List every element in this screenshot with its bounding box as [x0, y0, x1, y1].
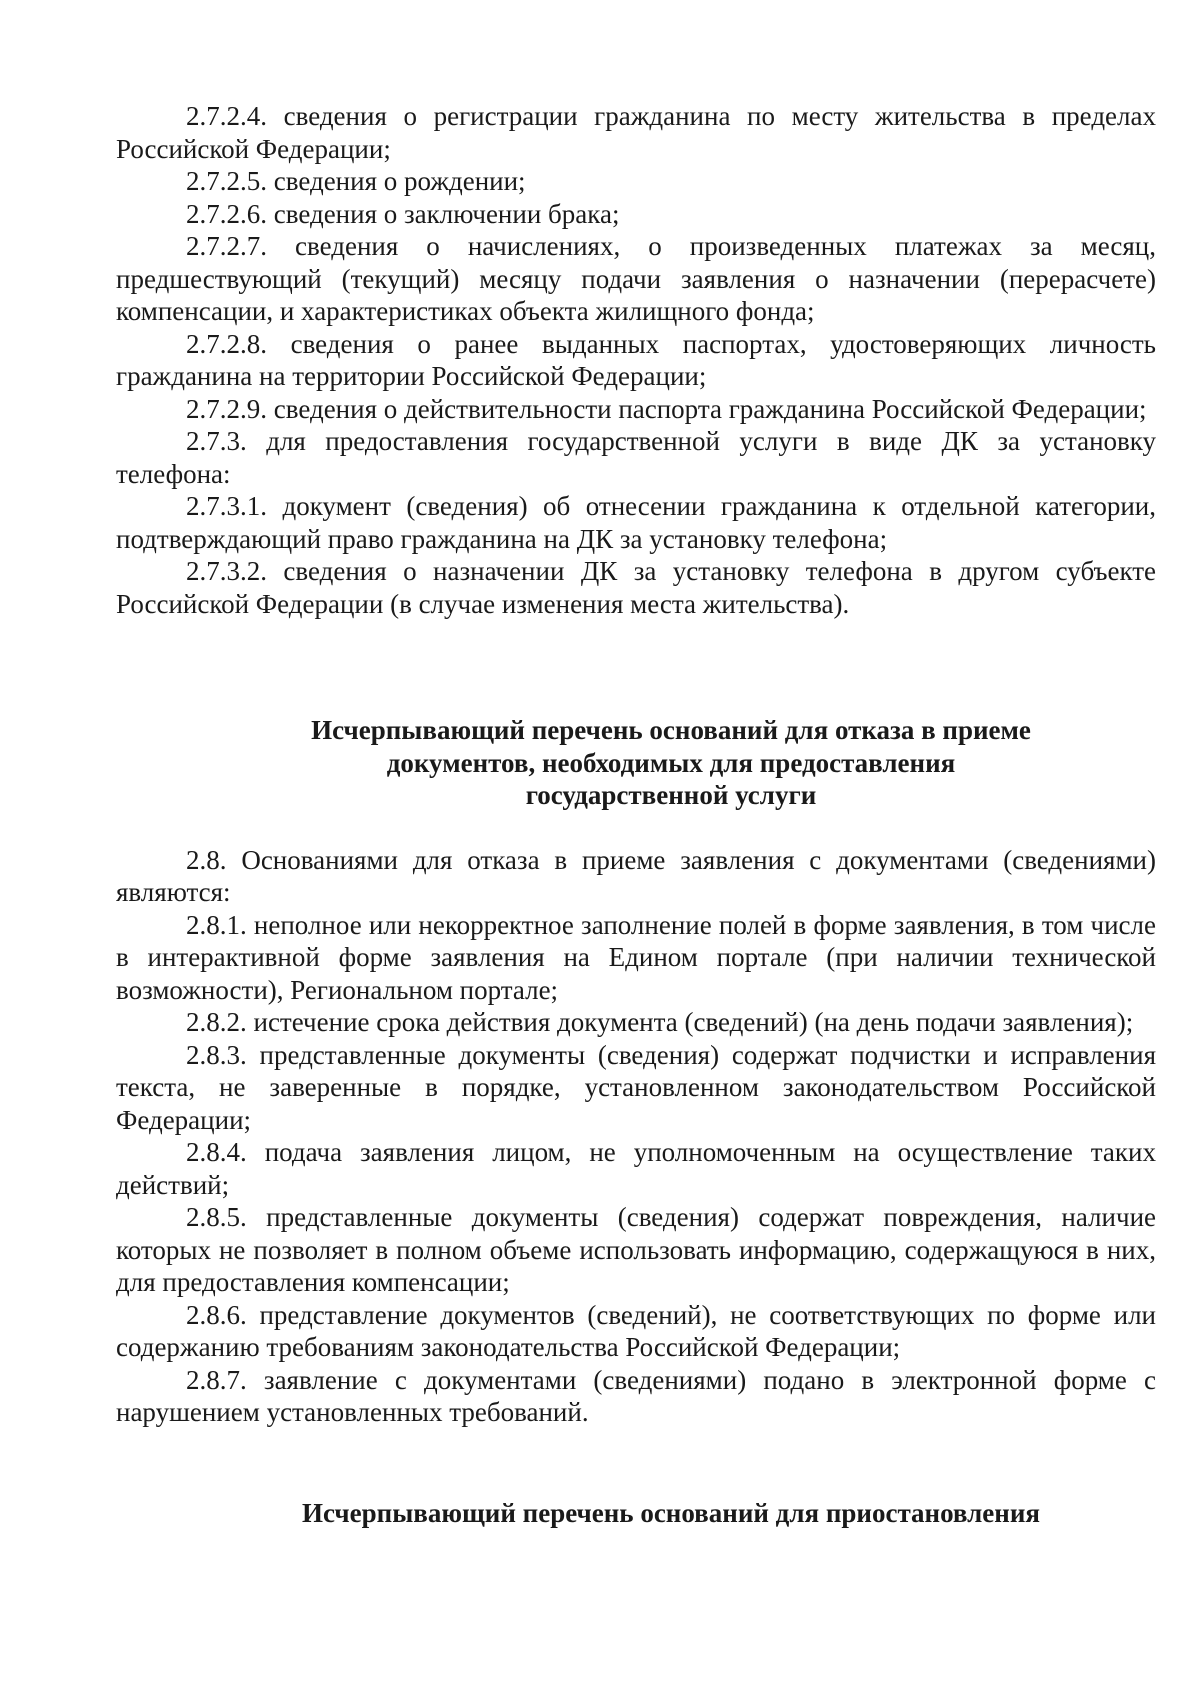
- paragraph-2-8-2: 2.8.2. истечение срока действия документа (сведений) (на день подачи заявления);: [186, 1007, 1134, 1037]
- paragraph-2-7-3-1: 2.7.3.1. документ (сведения) об отнесении гражданина к отдельной категории, подтверждающий право гражданина на ДК за установку телефона;: [116, 491, 1156, 554]
- heading-suspension-grounds: [116, 1497, 1156, 1530]
- paragraph-2-7-3-2: 2.7.3.2. сведения о назначении ДК за установку телефона в другом субъекте Российской Федерации (в случае изменения места жительства).: [116, 556, 1156, 619]
- section-documents-list: [116, 100, 1156, 620]
- paragraph-2-7-2-9: 2.7.2.9. сведения о действительности паспорта гражданина Российской Федерации;: [186, 393, 1147, 424]
- paragraph-2-8-4: 2.8.4. подача заявления лицом, не уполномоченным на осуществление таких действий;: [116, 1137, 1156, 1200]
- heading-line: документов, необходимых для предоставления: [386, 747, 956, 778]
- paragraph-2-8-6: 2.8.6. представление документов (сведений), не соответствующих по форме или содержанию требованиям законодательства Российской Федерации;: [116, 1299, 1156, 1362]
- paragraph-2-7-2-5: 2.7.2.5. сведения о рождении;: [186, 166, 526, 196]
- paragraph-2-8-3: 2.8.3. представленные документы (сведения) содержат подчистки и исправления текста, не заверенные в порядке, установленном законодательством Российской Федерации;: [116, 1039, 1156, 1135]
- heading-refusal-grounds: [116, 714, 1156, 812]
- section-refusal-list: [116, 844, 1156, 1429]
- paragraph-2-7-3: 2.7.3. для предоставления государственной услуги в виде ДК за установку телефона:: [116, 426, 1156, 489]
- heading-line: государственной услуги: [525, 780, 817, 810]
- paragraph-2-7-2-7: 2.7.2.7. сведения о начислениях, о произведенных платежах за месяц, предшествующий (текущий) месяцу подачи заявления о назначении (перерасчете) компенсации, и характеристиках объекта жилищного фонда;: [116, 231, 1156, 326]
- spacer: [116, 1429, 1156, 1497]
- heading-line: Исчерпывающий перечень оснований для отказа в приеме: [311, 715, 1031, 745]
- paragraph-2-7-2-8: 2.7.2.8. сведения о ранее выданных паспортах, удостоверяющих личность гражданина на территории Российской Федерации;: [116, 328, 1156, 391]
- paragraph-2-8-1: 2.8.1. неполное или некорректное заполнение полей в форме заявления, в том числе в интерактивной форме заявления на Едином портале (при наличии технической возможности), Региональном портале;: [116, 909, 1156, 1005]
- spacer: [116, 620, 1156, 714]
- paragraph-2-8-7: 2.8.7. заявление с документами (сведениями) подано в электронной форме с нарушением установленных требований.: [116, 1364, 1156, 1427]
- heading-line: Исчерпывающий перечень оснований для приостановления: [301, 1497, 1041, 1528]
- spacer: [116, 812, 1156, 844]
- paragraph-2-7-2-4: 2.7.2.4. сведения о регистрации гражданина по месту жительства в пределах Российской Федерации;: [116, 101, 1156, 164]
- document-page: [116, 100, 1156, 1529]
- paragraph-2-8-5: 2.8.5. представленные документы (сведения) содержат повреждения, наличие которых не позволяет в полном объеме использовать информацию, содержащуюся в них, для предоставления компенсации;: [116, 1202, 1156, 1297]
- paragraph-2-7-2-6: 2.7.2.6. сведения о заключении брака;: [186, 198, 620, 229]
- paragraph-2-8: 2.8. Основаниями для отказа в приеме заявления с документами (сведениями) являются:: [116, 844, 1156, 907]
